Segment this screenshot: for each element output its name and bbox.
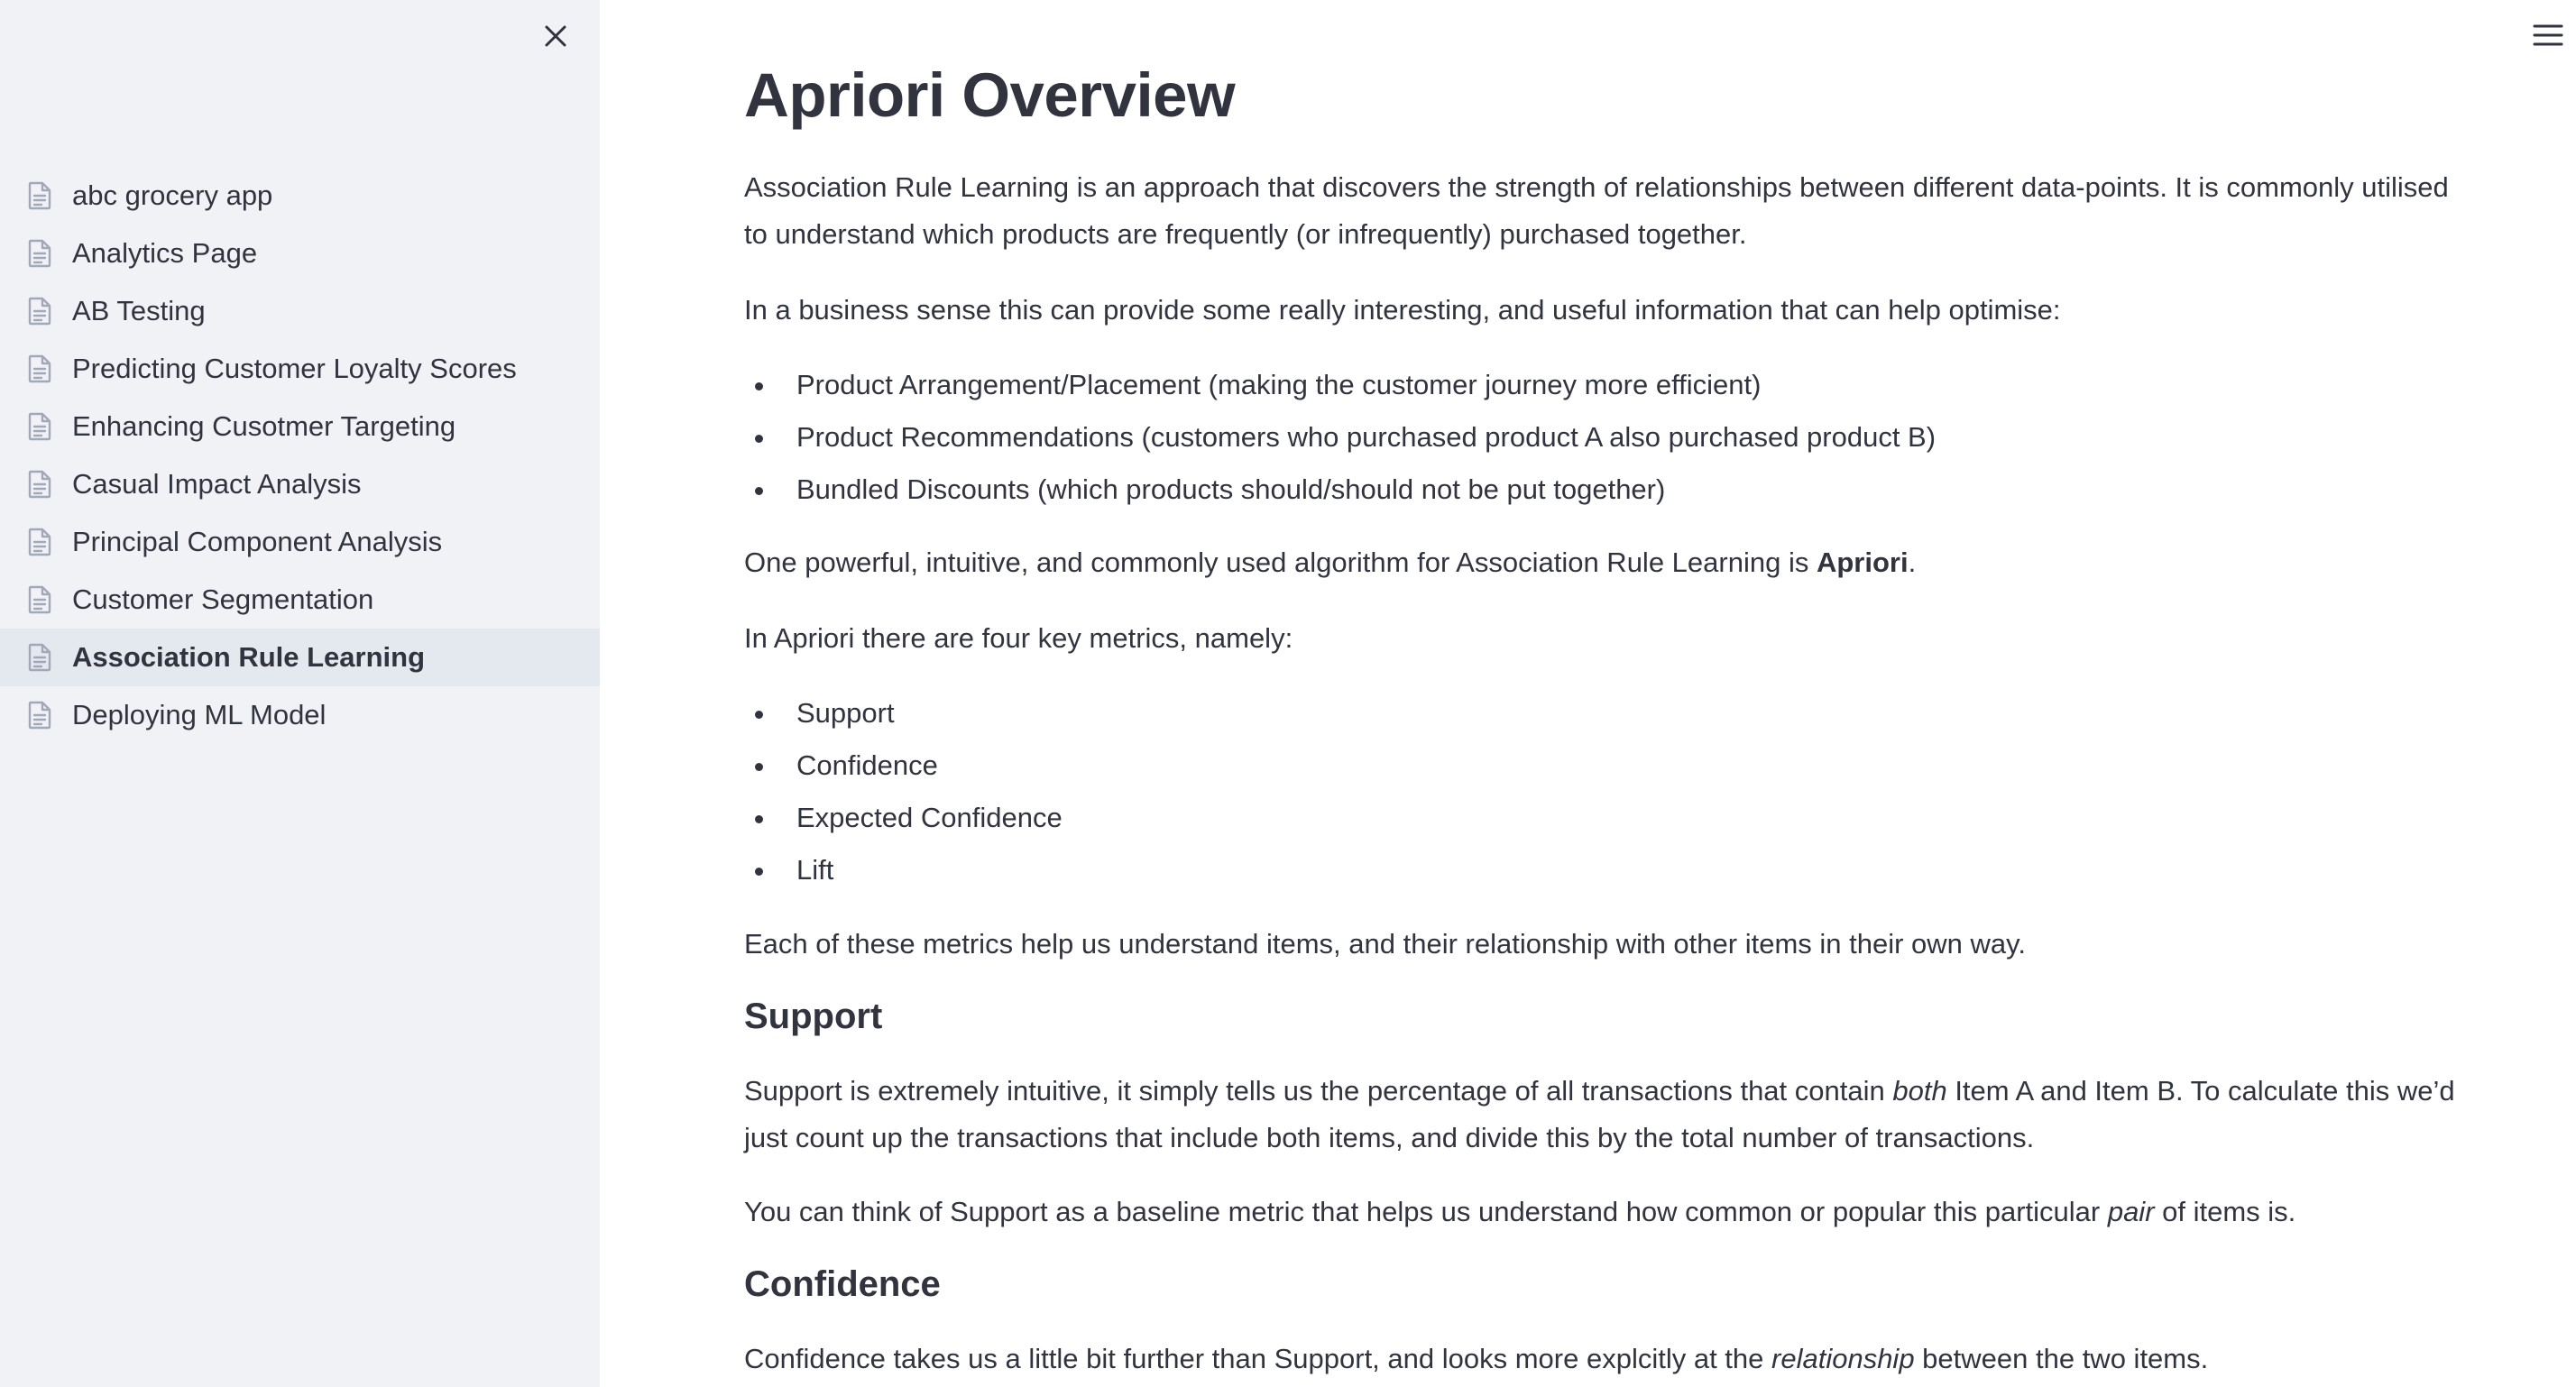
metric-list-item: Support bbox=[744, 687, 1063, 739]
sidebar-item[interactable] bbox=[0, 398, 600, 455]
metrics-list bbox=[744, 687, 1063, 896]
sidebar-item-label: Principal Component Analysis bbox=[72, 526, 443, 557]
document-icon bbox=[27, 585, 52, 614]
support-paragraph-1 bbox=[744, 1068, 2458, 1162]
support-p2-text: You can think of Support as a baseline metric that helps us understand how common or popular this particular bbox=[744, 1196, 2108, 1227]
confidence-p1-end: between the two items. bbox=[1914, 1343, 2209, 1374]
document-icon bbox=[27, 412, 52, 441]
document-icon bbox=[27, 701, 52, 730]
sidebar-item[interactable] bbox=[0, 225, 600, 282]
algorithm-name: Apriori bbox=[1816, 547, 1909, 578]
uses-list bbox=[744, 359, 1936, 516]
sidebar-item[interactable] bbox=[0, 629, 600, 686]
document-icon bbox=[27, 354, 52, 383]
sidebar-item[interactable] bbox=[0, 455, 600, 513]
confidence-p1-emphasis: relationship bbox=[1771, 1343, 1915, 1374]
page-title: Apriori Overview bbox=[744, 60, 1236, 130]
sidebar-item-label: Customer Segmentation bbox=[72, 583, 374, 615]
sidebar-item-label: Analytics Page bbox=[72, 237, 258, 269]
document-icon bbox=[27, 297, 52, 326]
support-p1-text: Support is extremely intuitive, it simply tells us the percentage of all transactions that contain bbox=[744, 1075, 1893, 1107]
algorithm-text: One powerful, intuitive, and commonly used algorithm for Association Rule Learning is bbox=[744, 547, 1817, 578]
sidebar-item[interactable] bbox=[0, 571, 600, 629]
main-menu-button[interactable] bbox=[2533, 22, 2563, 49]
business-sense-paragraph: In a business sense this can provide some really interesting, and useful information that can help optimise: bbox=[744, 294, 2061, 326]
document-icon bbox=[27, 643, 52, 672]
algorithm-paragraph bbox=[744, 539, 2458, 586]
algorithm-end: . bbox=[1908, 547, 1917, 578]
close-sidebar-button[interactable] bbox=[536, 16, 575, 56]
hamburger-icon bbox=[2533, 22, 2563, 49]
support-p1-emphasis: both bbox=[1892, 1075, 1947, 1107]
sidebar-item[interactable] bbox=[0, 513, 600, 571]
sidebar-item-label: Association Rule Learning bbox=[72, 641, 426, 673]
sidebar-item-label: abc grocery app bbox=[72, 179, 273, 211]
confidence-paragraph-1 bbox=[744, 1336, 2458, 1382]
support-p1-end: Item A and Item B. To calculate this we’d just count up the transactions that include both items, and divide this by the total number of transactions. bbox=[744, 1075, 2455, 1153]
sidebar-item-label: Casual Impact Analysis bbox=[72, 468, 362, 500]
sidebar-item[interactable] bbox=[0, 282, 600, 340]
metric-list-item: Expected Confidence bbox=[744, 792, 1063, 844]
document-icon bbox=[27, 528, 52, 556]
confidence-heading: Confidence bbox=[744, 1264, 941, 1304]
use-list-item: Product Arrangement/Placement (making the customer journey more efficient) bbox=[744, 359, 1936, 411]
sidebar-item-label: Deploying ML Model bbox=[72, 699, 327, 730]
sidebar-nav bbox=[0, 167, 600, 744]
metric-list-item: Confidence bbox=[744, 739, 1063, 792]
metrics-intro-paragraph: In Apriori there are four key metrics, namely: bbox=[744, 622, 1293, 654]
sidebar bbox=[0, 0, 600, 1387]
support-p2-emphasis: pair bbox=[2107, 1196, 2155, 1227]
metrics-outro-paragraph: Each of these metrics help us understand items, and their relationship with other items in their own way. bbox=[744, 928, 2026, 960]
support-heading: Support bbox=[744, 997, 883, 1036]
document-icon bbox=[27, 470, 52, 499]
close-icon bbox=[543, 23, 568, 49]
sidebar-item-label: Predicting Customer Loyalty Scores bbox=[72, 353, 517, 384]
document-icon bbox=[27, 239, 52, 268]
use-list-item: Bundled Discounts (which products should/should not be put together) bbox=[744, 464, 1936, 516]
sidebar-item[interactable] bbox=[0, 167, 600, 225]
support-p2-end: of items is. bbox=[2154, 1196, 2296, 1227]
confidence-p1-text: Confidence takes us a little bit further than Support, and looks more explcitly at the bbox=[744, 1343, 1772, 1374]
intro-paragraph: Association Rule Learning is an approach that discovers the strength of relationships between different data-points. It is commonly utilised to understand which products are frequently (or infrequently) purchased together. bbox=[744, 171, 2449, 250]
metric-list-item: Lift bbox=[744, 844, 1063, 896]
document-icon bbox=[27, 181, 52, 210]
use-list-item: Product Recommendations (customers who purchased product A also purchased product B) bbox=[744, 411, 1936, 464]
sidebar-item-label: Enhancing Cusotmer Targeting bbox=[72, 410, 456, 442]
support-paragraph-2 bbox=[744, 1189, 2458, 1235]
sidebar-item[interactable] bbox=[0, 340, 600, 398]
sidebar-item[interactable] bbox=[0, 686, 600, 744]
sidebar-item-label: AB Testing bbox=[72, 295, 206, 326]
